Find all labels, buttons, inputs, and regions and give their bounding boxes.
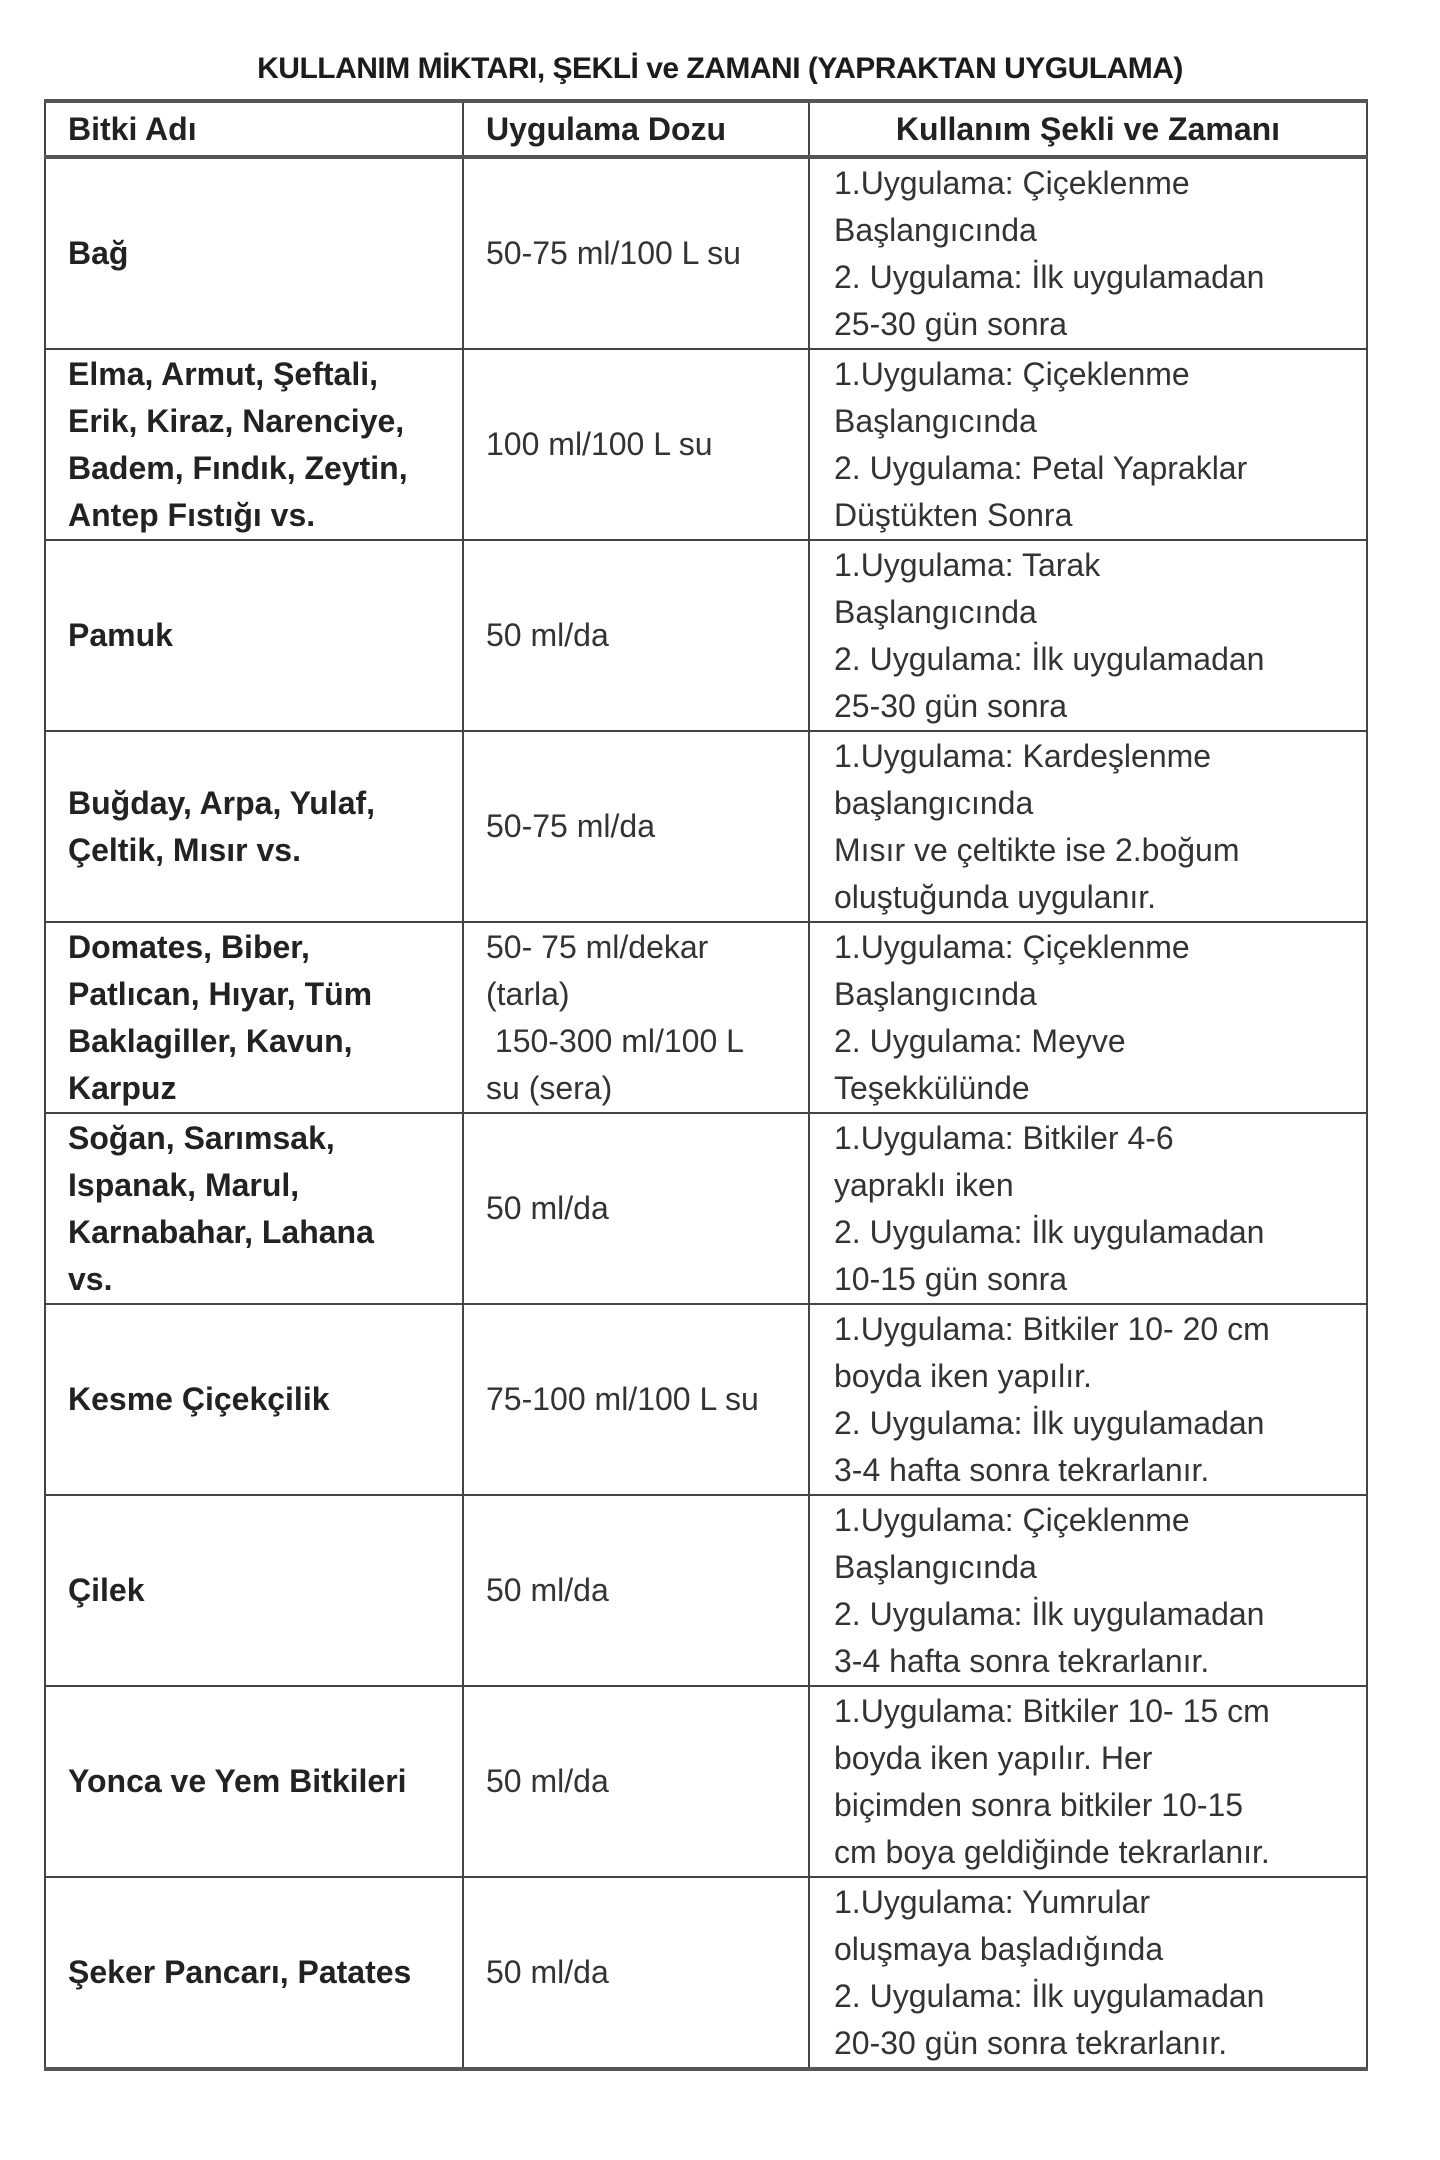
usage-cell: [809, 1495, 1367, 1686]
plant-name-cell: [45, 1686, 463, 1877]
plant-name-cell: [45, 922, 463, 1113]
usage-line: 1.Uygulama: Yumrular: [834, 1883, 1150, 1920]
header-dose: Uygulama Dozu: [463, 101, 809, 157]
document-title: KULLANIM MİKTARI, ŞEKLİ ve ZAMANI (YAPRAKTAN UYGULAMA): [257, 52, 1183, 85]
usage-line: 2. Uygulama: İlk uygulamadan: [834, 640, 1265, 677]
usage-line: Başlangıcında: [834, 1548, 1037, 1585]
dose-line: 50-75 ml/da: [486, 808, 655, 844]
plant-name-line: Şeker Pancarı, Patates: [68, 1954, 412, 1990]
usage-line: 2. Uygulama: İlk uygulamadan: [834, 258, 1265, 295]
dose-cell: [463, 540, 809, 731]
usage-line: Teşekkülünde: [834, 1069, 1030, 1106]
dose-line: 50-75 ml/100 L su: [486, 235, 741, 271]
usage-line: 2. Uygulama: Petal Yapraklar: [834, 449, 1248, 486]
plant-name-cell: [45, 1877, 463, 2069]
usage-line: 1.Uygulama: Kardeşlenme: [834, 737, 1212, 774]
usage-line: Başlangıcında: [834, 975, 1037, 1012]
usage-cell: [809, 157, 1367, 349]
plant-name-line: Kesme Çiçekçilik: [68, 1381, 330, 1417]
dose-line: 50 ml/da: [486, 1190, 609, 1226]
table-row: [45, 1495, 1367, 1686]
usage-line: oluştuğunda uygulanır.: [834, 878, 1157, 915]
plant-name-line: Yonca ve Yem Bitkileri: [68, 1763, 407, 1799]
plant-name-line: Karnabahar, Lahana: [68, 1213, 374, 1250]
usage-line: 1.Uygulama: Tarak: [834, 546, 1101, 583]
plant-name-line: Soğan, Sarımsak,: [68, 1119, 335, 1156]
plant-name-line: Pamuk: [68, 617, 173, 653]
dose-cell: [463, 922, 809, 1113]
usage-line: 20-30 gün sonra tekrarlanır.: [834, 2024, 1228, 2061]
dose-line: 50 ml/da: [486, 1572, 609, 1608]
application-table: [44, 99, 1368, 2071]
usage-line: Mısır ve çeltikte ise 2.boğum: [834, 831, 1240, 868]
usage-line: başlangıcında: [834, 784, 1034, 821]
table-row: [45, 349, 1367, 540]
usage-line: 1.Uygulama: Bitkiler 10- 15 cm: [834, 1692, 1270, 1729]
dose-line: 75-100 ml/100 L su: [486, 1381, 759, 1417]
usage-line: Düştükten Sonra: [834, 496, 1073, 533]
plant-name-line: Erik, Kiraz, Narenciye,: [68, 402, 405, 439]
table-body: [45, 157, 1367, 2069]
plant-name-line: Antep Fıstığı vs.: [68, 496, 316, 533]
plant-name-cell: [45, 1304, 463, 1495]
plant-name-cell: [45, 1113, 463, 1304]
dose-line: 50 ml/da: [486, 1763, 609, 1799]
dose-line: 100 ml/100 L su: [486, 426, 713, 462]
table-row: [45, 1113, 1367, 1304]
usage-line: 25-30 gün sonra: [834, 305, 1068, 342]
usage-line: 2. Uygulama: Meyve: [834, 1022, 1126, 1059]
usage-cell: [809, 540, 1367, 731]
usage-line: 1.Uygulama: Çiçeklenme: [834, 928, 1190, 965]
dose-line: 50- 75 ml/dekar: [486, 928, 709, 965]
plant-name-line: vs.: [68, 1260, 113, 1297]
usage-line: oluşmaya başladığında: [834, 1930, 1164, 1967]
usage-line: yapraklı iken: [834, 1166, 1014, 1203]
dose-line: (tarla): [486, 975, 570, 1012]
plant-name-line: Bağ: [68, 235, 129, 271]
plant-name-line: Baklagiller, Kavun,: [68, 1022, 353, 1059]
usage-cell: [809, 1877, 1367, 2069]
usage-line: 2. Uygulama: İlk uygulamadan: [834, 1213, 1265, 1250]
table-row: [45, 731, 1367, 922]
usage-line: 2. Uygulama: İlk uygulamadan: [834, 1595, 1265, 1632]
usage-line: Başlangıcında: [834, 593, 1037, 630]
usage-line: 3-4 hafta sonra tekrarlanır.: [834, 1451, 1210, 1488]
usage-line: boyda iken yapılır. Her: [834, 1739, 1153, 1776]
table-row: [45, 1877, 1367, 2069]
usage-cell: [809, 1304, 1367, 1495]
usage-cell: [809, 349, 1367, 540]
table-row: [45, 540, 1367, 731]
dose-line: 50 ml/da: [486, 1954, 609, 1990]
dose-cell: [463, 349, 809, 540]
dose-line: 50 ml/da: [486, 617, 609, 653]
dose-cell: [463, 1113, 809, 1304]
usage-line: 1.Uygulama: Çiçeklenme: [834, 355, 1190, 392]
dose-cell: [463, 1304, 809, 1495]
plant-name-line: Elma, Armut, Şeftali,: [68, 355, 378, 392]
usage-line: Başlangıcında: [834, 402, 1037, 439]
usage-line: 1.Uygulama: Bitkiler 4-6: [834, 1119, 1174, 1156]
usage-line: 2. Uygulama: İlk uygulamadan: [834, 1977, 1265, 2014]
plant-name-line: Çeltik, Mısır vs.: [68, 831, 301, 868]
usage-cell: [809, 731, 1367, 922]
dose-cell: [463, 731, 809, 922]
header-plant-name: Bitki Adı: [45, 101, 463, 157]
dose-line: su (sera): [486, 1069, 613, 1106]
usage-line: biçimden sonra bitkiler 10-15: [834, 1786, 1244, 1823]
plant-name-line: Buğday, Arpa, Yulaf,: [68, 784, 376, 821]
plant-name-cell: [45, 540, 463, 731]
plant-name-line: Çilek: [68, 1572, 145, 1608]
usage-line: 1.Uygulama: Çiçeklenme: [834, 164, 1190, 201]
header-usage: Kullanım Şekli ve Zamanı: [809, 101, 1367, 157]
dose-cell: [463, 157, 809, 349]
dose-cell: [463, 1495, 809, 1686]
plant-name-cell: [45, 731, 463, 922]
plant-name-line: Karpuz: [68, 1069, 177, 1106]
dose-line: 150-300 ml/100 L: [486, 1022, 744, 1059]
table-row: [45, 1686, 1367, 1877]
usage-cell: [809, 1686, 1367, 1877]
usage-line: boyda iken yapılır.: [834, 1357, 1092, 1394]
usage-cell: [809, 1113, 1367, 1304]
usage-line: 1.Uygulama: Bitkiler 10- 20 cm: [834, 1310, 1270, 1347]
plant-name-cell: [45, 1495, 463, 1686]
usage-line: 1.Uygulama: Çiçeklenme: [834, 1501, 1190, 1538]
dose-cell: [463, 1686, 809, 1877]
plant-name-line: Domates, Biber,: [68, 928, 310, 965]
plant-name-line: Patlıcan, Hıyar, Tüm: [68, 975, 373, 1012]
table-header-row: [45, 101, 1367, 157]
plant-name-line: Badem, Fındık, Zeytin,: [68, 449, 408, 486]
table-row: [45, 922, 1367, 1113]
usage-cell: [809, 922, 1367, 1113]
usage-line: Başlangıcında: [834, 211, 1037, 248]
usage-line: 25-30 gün sonra: [834, 687, 1068, 724]
table-row: [45, 157, 1367, 349]
plant-name-cell: [45, 157, 463, 349]
usage-line: 2. Uygulama: İlk uygulamadan: [834, 1404, 1265, 1441]
dose-cell: [463, 1877, 809, 2069]
usage-line: 10-15 gün sonra: [834, 1260, 1068, 1297]
table-row: [45, 1304, 1367, 1495]
plant-name-cell: [45, 349, 463, 540]
plant-name-line: Ispanak, Marul,: [68, 1166, 300, 1203]
usage-line: cm boya geldiğinde tekrarlanır.: [834, 1833, 1270, 1870]
usage-line: 3-4 hafta sonra tekrarlanır.: [834, 1642, 1210, 1679]
